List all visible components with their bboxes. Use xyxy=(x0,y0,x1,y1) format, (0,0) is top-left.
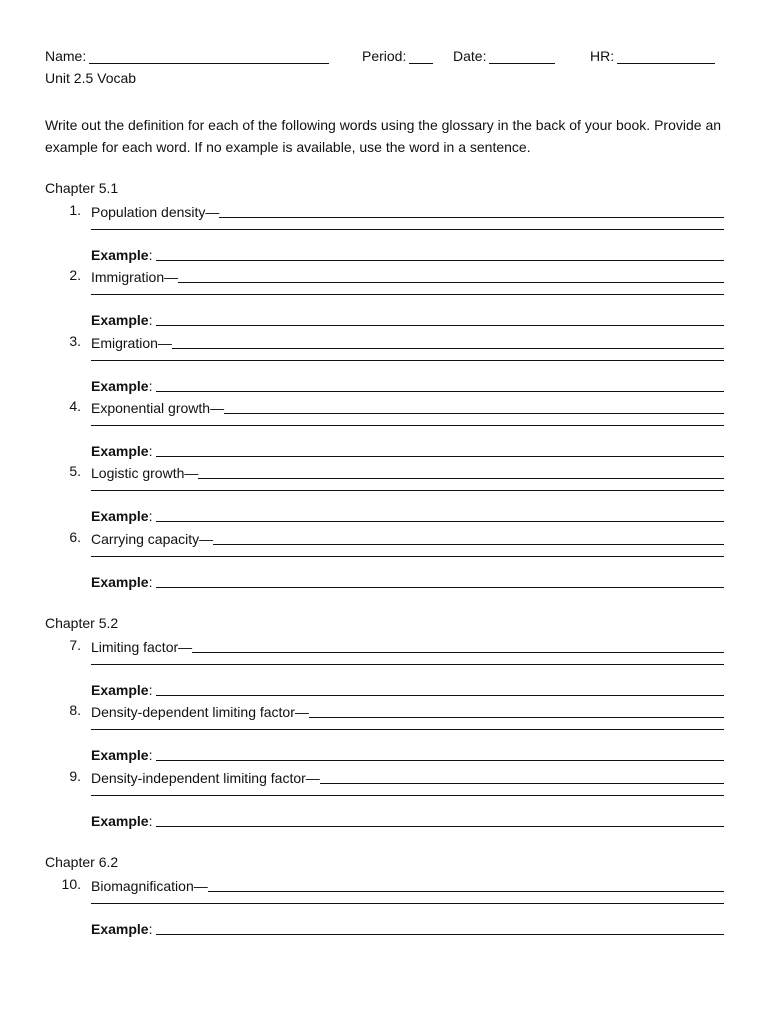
example-row xyxy=(91,245,724,263)
hr-field[interactable] xyxy=(590,48,715,64)
example-label: Example xyxy=(91,377,149,394)
example-line[interactable] xyxy=(156,575,724,588)
definition-line[interactable] xyxy=(192,640,724,653)
example-label: Example xyxy=(91,921,149,937)
definition-line-continued[interactable] xyxy=(91,795,724,796)
hr-blank[interactable] xyxy=(617,49,715,64)
definition-row xyxy=(91,333,724,351)
example-row xyxy=(91,376,724,394)
example-row xyxy=(91,572,724,590)
item-number: 3. xyxy=(69,332,81,349)
definition-line-continued[interactable] xyxy=(91,294,724,295)
example-label: Example xyxy=(91,812,149,829)
instructions: Write out the definition for each of the following words using the glossary in the back of your book. Provide an example for each word. If no example is available, use the word in a sentence. xyxy=(45,117,722,155)
example-colon: : xyxy=(148,921,153,937)
item-number: 1. xyxy=(69,202,81,218)
period-blank[interactable] xyxy=(409,49,433,64)
example-line[interactable] xyxy=(156,683,724,696)
definition-line[interactable] xyxy=(320,771,724,784)
example-line[interactable] xyxy=(156,248,724,261)
vocab-term: Density-independent limiting factor— xyxy=(91,769,320,786)
vocab-term: Limiting factor— xyxy=(91,639,193,655)
hr-label: HR: xyxy=(590,48,615,64)
vocab-item xyxy=(45,529,724,591)
vocab-item xyxy=(45,398,724,460)
example-colon: : xyxy=(148,508,153,525)
vocab-term: Density-dependent limiting factor— xyxy=(91,704,309,721)
example-row xyxy=(91,310,724,328)
header-fields xyxy=(45,48,725,68)
definition-row xyxy=(91,637,724,655)
item-number: 2. xyxy=(69,267,81,284)
example-line[interactable] xyxy=(156,379,724,392)
vocab-item xyxy=(45,768,724,830)
example-line[interactable] xyxy=(156,748,724,761)
example-row xyxy=(91,506,724,524)
example-line[interactable] xyxy=(156,509,724,522)
date-blank[interactable] xyxy=(489,49,555,64)
definition-line-continued[interactable] xyxy=(91,490,724,491)
vocab-item xyxy=(45,202,724,264)
unit-title: Unit 2.5 Vocab xyxy=(45,70,137,86)
vocab-item xyxy=(45,463,724,525)
definition-line[interactable] xyxy=(208,879,724,892)
example-row xyxy=(91,680,724,698)
definition-row xyxy=(91,529,724,547)
definition-line-continued[interactable] xyxy=(91,360,724,361)
definition-row xyxy=(91,876,724,894)
definition-row xyxy=(91,202,724,220)
item-number: 5. xyxy=(69,463,81,480)
example-label: Example xyxy=(91,247,149,263)
definition-line-continued[interactable] xyxy=(91,425,724,426)
definition-line[interactable] xyxy=(219,205,724,218)
example-line[interactable] xyxy=(156,313,724,326)
item-number: 8. xyxy=(69,702,81,719)
example-row xyxy=(91,919,724,937)
period-label: Period: xyxy=(362,48,407,64)
name-field[interactable] xyxy=(45,48,329,64)
definition-line[interactable] xyxy=(172,336,724,349)
definition-line-continued[interactable] xyxy=(91,903,724,904)
definition-line[interactable] xyxy=(224,401,724,414)
name-label: Name: xyxy=(45,48,87,64)
example-line[interactable] xyxy=(156,814,724,827)
vocab-term: Exponential growth— xyxy=(91,399,225,416)
example-colon: : xyxy=(148,312,153,329)
example-label: Example xyxy=(91,573,149,590)
chapter-heading: Chapter 5.1 xyxy=(45,180,119,196)
vocab-term: Biomagnification— xyxy=(91,878,208,894)
item-number: 6. xyxy=(69,528,81,545)
vocab-item xyxy=(45,637,724,699)
name-blank[interactable] xyxy=(89,49,329,64)
vocab-term: Population density— xyxy=(91,204,220,220)
definition-row xyxy=(91,463,724,481)
example-row xyxy=(91,441,724,459)
definition-line-continued[interactable] xyxy=(91,229,724,230)
definition-line-continued[interactable] xyxy=(91,664,724,665)
period-field[interactable] xyxy=(362,48,433,64)
item-number: 9. xyxy=(69,767,81,784)
example-colon: : xyxy=(148,377,153,394)
chapter-heading: Chapter 5.2 xyxy=(45,615,119,631)
definition-row xyxy=(91,702,724,720)
definition-line[interactable] xyxy=(213,532,724,545)
example-label: Example xyxy=(91,747,149,764)
definition-line[interactable] xyxy=(309,705,724,718)
example-row xyxy=(91,811,724,829)
item-number: 10. xyxy=(61,876,81,892)
date-field[interactable] xyxy=(453,48,555,64)
example-colon: : xyxy=(148,747,153,764)
vocab-item xyxy=(45,702,724,764)
item-number: 7. xyxy=(69,637,81,653)
item-number: 4. xyxy=(69,397,81,414)
vocab-term: Emigration— xyxy=(91,334,172,351)
example-label: Example xyxy=(91,312,149,329)
example-label: Example xyxy=(91,682,149,698)
example-colon: : xyxy=(148,442,153,459)
chapter-heading: Chapter 6.2 xyxy=(45,854,119,870)
example-colon: : xyxy=(148,682,153,698)
example-label: Example xyxy=(91,442,149,459)
example-line[interactable] xyxy=(156,922,724,935)
vocab-item xyxy=(45,876,724,938)
definition-row xyxy=(91,768,724,786)
definition-line-continued[interactable] xyxy=(91,729,724,730)
definition-line[interactable] xyxy=(198,466,724,479)
definition-line[interactable] xyxy=(178,270,724,283)
example-line[interactable] xyxy=(156,444,724,457)
example-colon: : xyxy=(148,247,153,263)
vocab-item xyxy=(45,333,724,395)
definition-line-continued[interactable] xyxy=(91,556,724,557)
definition-row xyxy=(91,398,724,416)
vocab-term: Logistic growth— xyxy=(91,465,199,482)
example-label: Example xyxy=(91,508,149,525)
example-colon: : xyxy=(148,812,153,829)
vocab-term: Immigration— xyxy=(91,269,179,286)
vocab-item xyxy=(45,267,724,329)
definition-row xyxy=(91,267,724,285)
example-row xyxy=(91,745,724,763)
example-colon: : xyxy=(148,573,153,590)
date-label: Date: xyxy=(453,48,487,64)
vocab-term: Carrying capacity— xyxy=(91,530,214,547)
